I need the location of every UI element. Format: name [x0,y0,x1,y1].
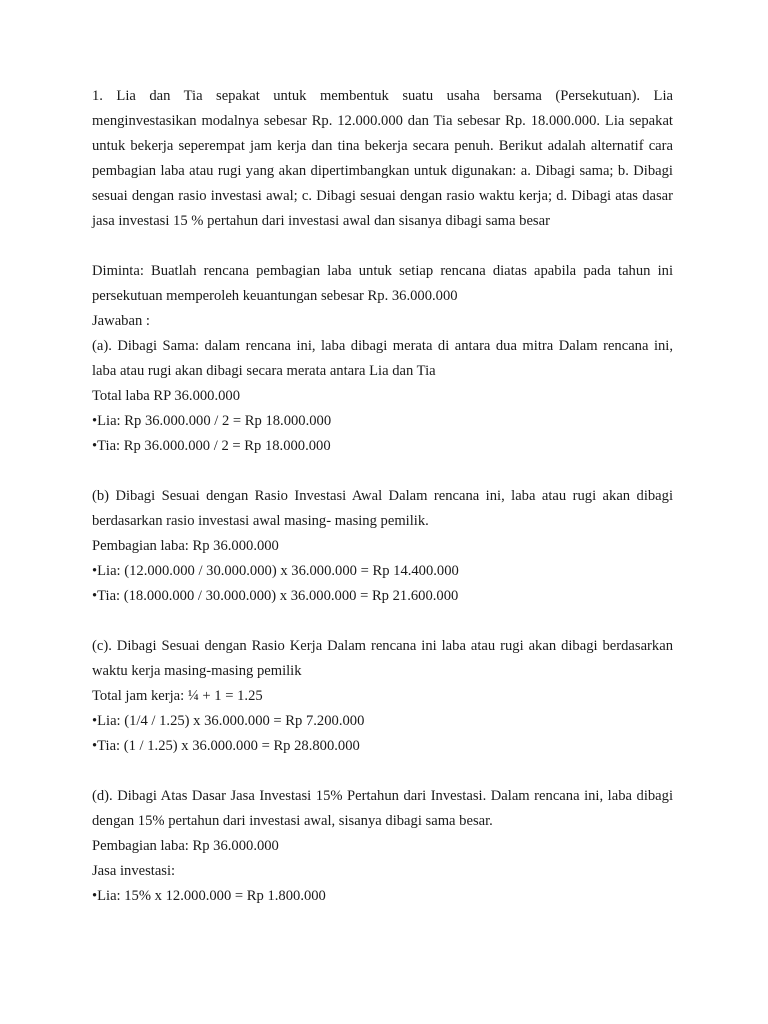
section-b-lia: •Lia: (12.000.000 / 30.000.000) x 36.000.000 = Rp 14.400.000 [92,563,459,579]
section-c-intro: (c). Dibagi Sesuai dengan Rasio Kerja Dalam rencana ini laba atau rugi akan dibagi berdasarkan waktu kerja masing-masing pemilik [92,638,673,679]
spacer [92,234,673,259]
spacer [92,459,673,484]
section-d-total: Pembagian laba: Rp 36.000.000 [92,838,279,854]
section-a-tia: •Tia: Rp 36.000.000 / 2 = Rp 18.000.000 [92,438,331,454]
section-d-intro: (d). Dibagi Atas Dasar Jasa Investasi 15% Pertahun dari Investasi. Dalam rencana ini, laba dibagi dengan 15% pertahun dari investasi awal, sisanya dibagi sama besar. [92,788,673,829]
spacer [92,609,673,634]
request-paragraph: Diminta: Buatlah rencana pembagian laba untuk setiap rencana diatas apabila pada tahun ini persekutuan memperoleh keuantungan sebesar Rp. 36.000.000 [92,263,673,304]
section-b-total: Pembagian laba: Rp 36.000.000 [92,538,279,554]
section-d-jasa-label: Jasa investasi: [92,863,176,879]
section-b-tia: •Tia: (18.000.000 / 30.000.000) x 36.000.000 = Rp 21.600.000 [92,588,459,604]
section-c-lia: •Lia: (1/4 / 1.25) x 36.000.000 = Rp 7.200.000 [92,713,365,729]
section-c-total: Total jam kerja: ¼ + 1 = 1.25 [92,688,263,704]
section-c-tia: •Tia: (1 / 1.25) x 36.000.000 = Rp 28.800.000 [92,738,360,754]
document-page [92,84,673,909]
section-d-lia: •Lia: 15% x 12.000.000 = Rp 1.800.000 [92,888,326,904]
question-paragraph: 1. Lia dan Tia sepakat untuk membentuk suatu usaha bersama (Persekutuan). Lia menginvestasikan modalnya sebesar Rp. 12.000.000 dan Tia sebesar Rp. 18.000.000. Lia sepakat untuk bekerja seperempat jam kerja dan tina bekerja secara penuh. Berikut adalah alternatif cara pembagian laba atau rugi yang akan dipertimbangkan untuk digunakan: a. Dibagi sama; b. Dibagi sesuai dengan rasio investasi awal; c. Dibagi sesuai dengan rasio waktu kerja; d. Dibagi atas dasar jasa investasi 15 % pertahun dari investasi awal dan sisanya dibagi sama besar [92,88,673,229]
section-b-intro: (b) Dibagi Sesuai dengan Rasio Investasi Awal Dalam rencana ini, laba atau rugi akan dibagi berdasarkan rasio investasi awal masing- masing pemilik. [92,488,673,529]
spacer [92,759,673,784]
section-a-total: Total laba RP 36.000.000 [92,388,241,404]
section-a-intro: (a). Dibagi Sama: dalam rencana ini, laba dibagi merata di antara dua mitra Dalam rencana ini, laba atau rugi akan dibagi secara merata antara Lia dan Tia [92,338,673,379]
section-a-lia: •Lia: Rp 36.000.000 / 2 = Rp 18.000.000 [92,413,332,429]
answer-label: Jawaban : [92,313,150,329]
